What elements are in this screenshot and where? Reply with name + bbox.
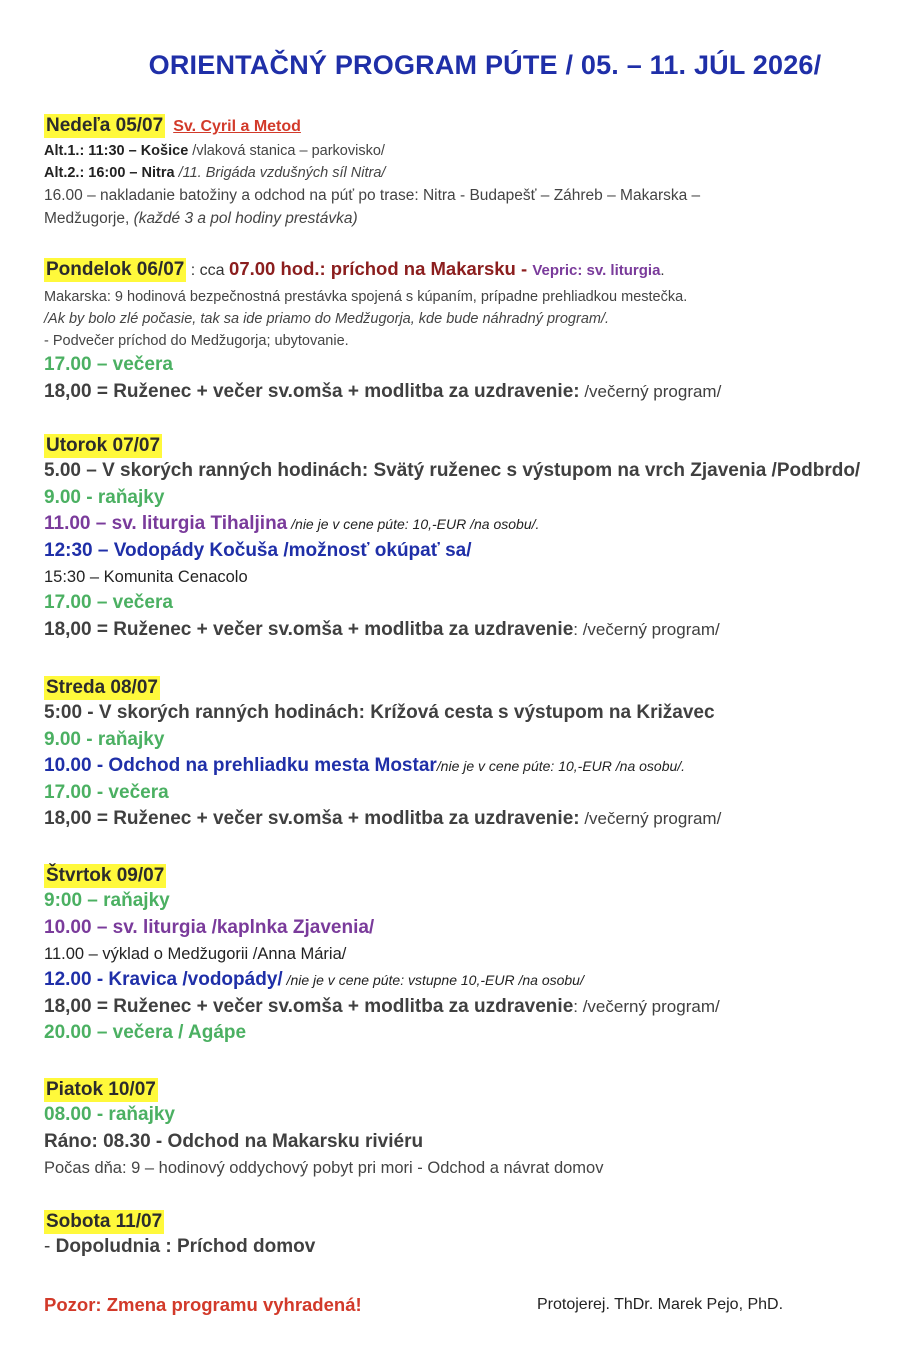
alt1-line: Alt.1.: 11:30 – Košice /vlaková stanica – parkovisko/ — [44, 143, 385, 159]
day-section-wednesday: Streda 08/07 5:00 - V skorých ranných hodinách: Krížová cesta s výstupom na Križavec 9.00 - raňajky 10.00 - Odchod na prehliadku mesta Mostar/nie je v cene púte: 10,-EUR /na osobu/. 17.00 - večera 18,00 = Ruženec + večer sv.omša + modlitba za uzdravenie: /večerný program/ — [44, 677, 722, 829]
day-heading-monday: Pondelok 06/07 — [46, 259, 185, 280]
change-warning: Pozor: Zmena programu vyhradená! — [44, 1294, 362, 1315]
day-heading-friday: Piatok 10/07 — [46, 1079, 156, 1100]
day-heading-tuesday: Utorok 07/07 — [46, 435, 161, 456]
route-line: Medžugorje, (každé 3 a pol hodiny prestávka) — [44, 210, 358, 227]
day-section-tuesday: Utorok 07/07 5.00 – V skorých ranných hodinách: Svätý ruženec s výstupom na vrch Zjavenia /Podbrdo/ 9.00 - raňajky 11.00 – sv. liturgia Tihaljina /nie je v cene púte: 10,-EUR /na osobu/. 12:30 – Vodopády Kočuša /možnosť okúpať sa/ 15:30 – Komunita Cenacolo 17.00 – večera 18,00 = Ruženec + večer sv.omša + modlitba za uzdravenie: /večerný program/ — [44, 435, 861, 640]
departure-line: 16.00 – nakladanie batožiny a odchod na púť po trase: Nitra - Budapešť – Záhreb – Makarska – — [44, 187, 701, 204]
day-heading-thursday: Štvrtok 09/07 — [46, 865, 165, 886]
arrival-text: 07.00 hod.: príchod na Makarsku - — [229, 258, 533, 279]
day-section-monday: Pondelok 06/07 : cca 07.00 hod.: príchod na Makarsku - Vepric: sv. liturgia. Makarska: 9 hodinová bezpečnostná prestávka spojená s kúpaním, prípadne prehliadkou mestečka. /Ak by bolo zlé počasie, tak sa ide priamo do Medžugorja, kde bude náhradný program/. - Podvečer príchod do Medžugorja; ubytovanie. 17.00 – večera 18,00 = Ruženec + večer sv.omša + modlitba za uzdravenie: /večerný program/ — [44, 258, 894, 405]
signature: Protojerej. ThDr. Marek Pejo, PhD. — [537, 1296, 784, 1313]
page-title: ORIENTAČNÝ PROGRAM PÚTE / 05. – 11. JÚL 2026/ — [148, 50, 822, 80]
day-heading-sunday: Nedeľa 05/07 — [46, 115, 164, 136]
alt2-line: Alt.2.: 16:00 – Nitra /11. Brigáda vzdušných síl Nitra/ — [44, 165, 386, 181]
day-section-friday: Piatok 10/07 08.00 - raňajky Ráno: 08.30 - Odchod na Makarsku riviéru Počas dňa: 9 – hodinový oddychový pobyt pri mori - Odchod a návrat domov — [44, 1079, 604, 1177]
liturgy-text: Vepric: sv. liturgia — [532, 262, 661, 279]
day-heading-saturday: Sobota 11/07 — [46, 1211, 163, 1232]
evening-program-monday: 18,00 = Ruženec + večer sv.omša + modlitba za uzdravenie: /večerný program/ — [44, 380, 722, 402]
day-section-saturday: Sobota 11/07 - Dopoludnia : Príchod domov — [44, 1211, 316, 1257]
saint-name: Sv. Cyril a Metod — [173, 118, 301, 135]
day-section-thursday: Štvrtok 09/07 9:00 – raňajky 10.00 – sv. liturgia /kaplnka Zjavenia/ 11.00 – výklad o Medžugorii /Anna Mária/ 12.00 - Kravica /vodopády/ /nie je v cene púte: vstupne 10,-EUR /na osobu/ 18,00 = Ruženec + večer sv.omša + modlitba za uzdravenie: /večerný program/ 20.00 – večera / Agápe — [44, 865, 720, 1043]
day-section-sunday — [44, 114, 894, 230]
day-heading-wednesday: Streda 08/07 — [46, 677, 158, 698]
dinner-monday: 17.00 – večera — [44, 354, 173, 375]
